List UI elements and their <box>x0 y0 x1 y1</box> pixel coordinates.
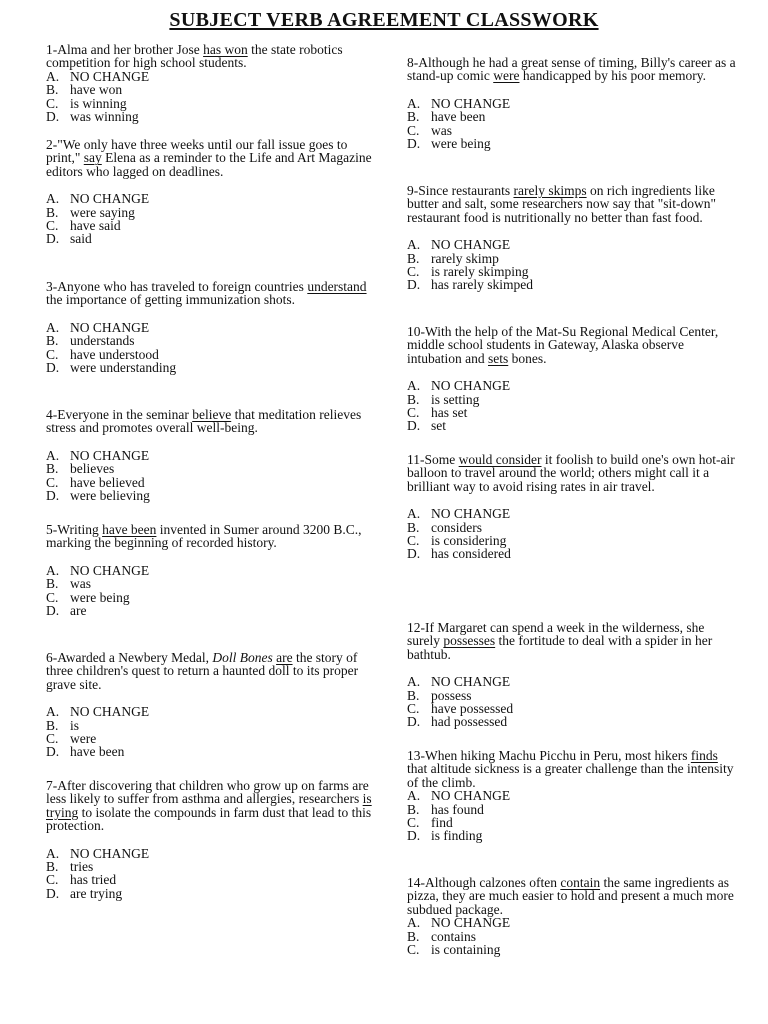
question-13 <box>407 749 737 843</box>
answer-options <box>46 449 376 503</box>
option-letter: D. <box>46 885 60 901</box>
option-text: NO CHANGE <box>431 788 511 804</box>
option-text: have believed <box>70 474 145 490</box>
question-stem: 12-If Margaret can spend a week in the wilderness, she surely possesses the fortitude to deal with a spider in her bathtub. <box>407 620 713 662</box>
question-11 <box>407 453 737 561</box>
answer-option[interactable] <box>407 702 737 715</box>
answer-option[interactable] <box>407 507 737 520</box>
option-text: is <box>70 717 80 733</box>
stem-text: Although calzones often <box>425 875 561 890</box>
question-stem: 8-Although he had a great sense of timing, Billy's career as a stand-up comic were handicapped by his poor memory. <box>407 55 736 84</box>
answer-option[interactable] <box>407 419 737 432</box>
answer-option[interactable] <box>407 803 737 816</box>
question-4 <box>46 408 376 502</box>
option-letter: B. <box>46 859 59 875</box>
option-text: believes <box>70 461 115 477</box>
option-text: NO CHANGE <box>70 68 150 84</box>
option-text: is setting <box>431 391 480 407</box>
option-letter: C. <box>407 405 420 421</box>
question-stem: 2-"We only have three weeks until our fall issue goes to print," say Elena as a reminder to the Life and Art Magazine editors who lagged on deadlines. <box>46 137 372 179</box>
answer-option[interactable] <box>46 462 376 475</box>
answer-option[interactable] <box>46 321 376 334</box>
option-letter: B. <box>46 333 59 349</box>
question-14 <box>407 876 737 956</box>
answer-option[interactable] <box>46 232 376 245</box>
stem-text: on rich ingredients like butter and salt, some researchers now say that "sit-down" restaurant food is nutritionally no better than fast food. <box>407 183 717 225</box>
stem-text: Writing <box>57 522 103 537</box>
answer-options <box>407 97 737 151</box>
answer-option[interactable] <box>46 887 376 900</box>
underlined-verb: has won <box>203 42 248 57</box>
option-text: NO CHANGE <box>431 506 511 522</box>
option-text: were being <box>431 136 491 152</box>
answer-options <box>407 238 737 292</box>
option-letter: D. <box>46 488 60 504</box>
stem-text: Elena as a reminder to the Life and Art Magazine editors who lagged on deadlines. <box>46 150 372 179</box>
option-text: set <box>431 418 446 434</box>
answer-option[interactable] <box>46 745 376 758</box>
option-letter: C. <box>46 474 59 490</box>
answer-option[interactable] <box>46 564 376 577</box>
stem-text: it foolish to build one's own hot-air balloon to travel around the world; others might call it a brilliant way to avoid rising rates in air travel. <box>407 452 735 494</box>
question-number: 10 <box>407 324 421 339</box>
option-text: was winning <box>70 109 139 125</box>
answer-option[interactable] <box>407 137 737 150</box>
question-stem: 11-Some would consider it foolish to build one's own hot-air balloon to travel around the world; others might call it a brilliant way to avoid rising rates in air travel. <box>407 452 735 494</box>
option-text: are trying <box>70 885 123 901</box>
stem-text: to isolate the compounds in farm dust that lead to this protection. <box>46 804 372 834</box>
answer-option[interactable] <box>46 719 376 732</box>
option-letter: D. <box>407 714 421 730</box>
question-stem: 13-When hiking Machu Picchu in Peru, most hikers finds that altitude sickness is a greater challenge than the intensity of the climb. <box>407 748 734 790</box>
underlined-verb: contain <box>560 875 601 890</box>
answer-option[interactable] <box>46 449 376 462</box>
question-number: 8 <box>407 55 414 70</box>
option-letter: D. <box>407 828 421 844</box>
option-letter: D. <box>46 744 60 760</box>
option-text: NO CHANGE <box>431 95 511 111</box>
question-stem: 3-Anyone who has traveled to foreign countries understand the importance of getting immunization shots. <box>46 279 367 308</box>
answer-option[interactable] <box>46 489 376 502</box>
option-letter: A. <box>46 562 60 578</box>
option-letter: C. <box>46 95 59 111</box>
stem-text: After discovering that children who grow up on farms are less likely to suffer from asthma and allergies, researchers <box>46 778 369 807</box>
question-6 <box>46 651 376 759</box>
option-text: NO CHANGE <box>431 674 511 690</box>
answer-options <box>407 675 737 729</box>
question-10 <box>407 325 737 433</box>
answer-option[interactable] <box>407 675 737 688</box>
stem-text: invented in Sumer around 3200 B.C., marking the beginning of recorded history. <box>46 522 362 551</box>
option-letter: B. <box>407 801 420 817</box>
underlined-verb: finds <box>690 748 718 763</box>
option-text: is considering <box>431 533 507 549</box>
option-text: NO CHANGE <box>70 447 150 463</box>
stem-text: Anyone who has traveled to foreign countries <box>57 279 308 294</box>
answer-options <box>407 379 737 433</box>
option-text: tries <box>70 859 94 875</box>
option-text: were <box>70 731 97 747</box>
answer-option[interactable] <box>407 816 737 829</box>
answer-option[interactable] <box>407 789 737 802</box>
option-letter: B. <box>46 576 59 592</box>
answer-options <box>407 789 737 843</box>
answer-option[interactable] <box>46 577 376 590</box>
answer-option[interactable] <box>46 860 376 873</box>
question-number: 11 <box>407 452 420 467</box>
question-number: 5 <box>46 522 53 537</box>
answer-option[interactable] <box>46 873 376 886</box>
question-stem: 14-Although calzones often contain the same ingredients as pizza, they are much easier to hold and present a much more subdued package. <box>407 875 734 917</box>
underlined-verb: would consider <box>458 452 542 467</box>
answer-option[interactable] <box>46 732 376 745</box>
stem-text: "We only have three weeks until our fall issue goes to print," <box>46 137 348 166</box>
answer-option[interactable] <box>407 238 737 251</box>
question-stem: 5-Writing have been invented in Sumer around 3200 B.C., marking the beginning of recorded history. <box>46 522 362 551</box>
option-letter: A. <box>407 674 421 690</box>
option-text: have said <box>70 218 121 234</box>
option-text: considers <box>431 519 482 535</box>
stem-text: handicapped by his poor memory. <box>519 68 707 84</box>
option-letter: B. <box>407 519 420 535</box>
answer-options <box>407 916 737 956</box>
underlined-verb: sets <box>488 350 509 366</box>
option-letter: B. <box>407 687 420 703</box>
option-text: find <box>431 815 453 831</box>
question-number: 13 <box>407 748 421 763</box>
question-number: 14 <box>407 875 421 890</box>
answer-options <box>46 847 376 901</box>
option-text: is containing <box>431 942 501 958</box>
stem-text: the importance of getting immunization shots. <box>46 292 295 308</box>
answer-option[interactable] <box>46 847 376 860</box>
option-text: said <box>70 231 92 247</box>
question-number: 12 <box>407 620 421 635</box>
answer-option[interactable] <box>407 943 737 956</box>
stem-text: Some <box>424 452 459 467</box>
answer-option[interactable] <box>407 97 737 110</box>
option-text: NO CHANGE <box>70 562 150 578</box>
option-letter: B. <box>407 250 420 266</box>
option-text: are <box>70 603 87 619</box>
option-text: were being <box>70 589 130 605</box>
answer-options <box>46 321 376 375</box>
stem-text: the story of three children's quest to return a haunted doll to its proper grave site. <box>46 650 359 692</box>
option-letter: D. <box>407 136 421 152</box>
answer-option[interactable] <box>46 361 376 374</box>
question-number: 2 <box>46 137 53 152</box>
answer-option[interactable] <box>46 348 376 361</box>
option-text: have understood <box>70 346 159 362</box>
option-letter: A. <box>407 378 421 394</box>
question-5 <box>46 523 376 617</box>
option-text: rarely skimp <box>431 250 499 266</box>
question-stem: 10-With the help of the Mat-Su Regional Medical Center, middle school students in Gateway, Alaska observe intubation and sets bones. <box>407 324 719 366</box>
answer-option[interactable] <box>46 591 376 604</box>
option-text: were believing <box>70 488 150 504</box>
option-letter: C. <box>407 122 420 138</box>
answer-option[interactable] <box>407 278 737 291</box>
underlined-verb: understand <box>307 279 367 294</box>
stem-text: When hiking Machu Picchu in Peru, most hikers <box>425 748 691 763</box>
option-letter: C. <box>407 942 420 958</box>
answer-option[interactable] <box>407 547 737 560</box>
option-text: have been <box>431 109 486 125</box>
question-stem: 4-Everyone in the seminar believe that meditation relieves stress and promotes overall well-being. <box>46 407 362 436</box>
option-letter: B. <box>46 717 59 733</box>
option-text: has found <box>431 801 484 817</box>
answer-option[interactable] <box>407 930 737 943</box>
stem-text: Everyone in the seminar <box>57 407 193 422</box>
underlined-verb: believe <box>192 407 232 422</box>
answer-option[interactable] <box>46 192 376 205</box>
answer-option[interactable] <box>407 110 737 123</box>
option-letter: A. <box>46 447 60 463</box>
question-number: 1 <box>46 42 53 57</box>
answer-option[interactable] <box>46 83 376 96</box>
option-letter: D. <box>46 603 60 619</box>
option-letter: C. <box>407 815 420 831</box>
underlined-verb: is trying <box>46 791 372 820</box>
underlined-verb: rarely skimps <box>513 183 587 198</box>
answer-option[interactable] <box>407 521 737 534</box>
option-text: NO CHANGE <box>431 915 511 931</box>
option-letter: D. <box>46 109 60 125</box>
option-text: contains <box>431 928 476 944</box>
stem-text: the same ingredients as pizza, they are much easier to hold and present a much more subdued package. <box>407 875 734 917</box>
question-stem: 9-Since restaurants rarely skimps on rich ingredients like butter and salt, some researchers now say that "sit-down" restaurant food is nutritionally no better than fast food. <box>407 183 717 225</box>
question-stem: 6-Awarded a Newbery Medal, Doll Bones are the story of three children's quest to return a haunted doll to its proper grave site. <box>46 650 359 692</box>
option-text: were saying <box>70 204 135 220</box>
stem-text: that meditation relieves stress and promotes overall well-being. <box>46 407 362 436</box>
question-1 <box>46 43 376 123</box>
question-3 <box>46 280 376 374</box>
stem-text: the state robotics competition for high school students. <box>46 42 343 71</box>
option-letter: A. <box>407 506 421 522</box>
option-text: was <box>431 122 452 138</box>
option-text: have possessed <box>431 701 514 717</box>
option-letter: A. <box>46 845 60 861</box>
option-text: have won <box>70 82 123 98</box>
option-letter: C. <box>46 218 59 234</box>
answer-options <box>46 705 376 759</box>
option-text: NO CHANGE <box>70 845 150 861</box>
answer-option[interactable] <box>407 916 737 929</box>
option-letter: C. <box>46 872 59 888</box>
option-letter: A. <box>407 788 421 804</box>
answer-option[interactable] <box>407 252 737 265</box>
option-letter: A. <box>46 68 60 84</box>
option-text: have been <box>70 744 125 760</box>
answer-option[interactable] <box>46 206 376 219</box>
underlined-verb: were <box>493 68 520 84</box>
answer-option[interactable] <box>407 265 737 278</box>
answer-option[interactable] <box>407 689 737 702</box>
question-9 <box>407 184 737 292</box>
answer-option[interactable] <box>407 829 737 842</box>
option-letter: A. <box>407 915 421 931</box>
italic-title: Doll Bones <box>212 650 273 665</box>
option-letter: C. <box>407 533 420 549</box>
stem-text: Since restaurants <box>418 183 514 198</box>
page-title: SUBJECT VERB AGREEMENT CLASSWORK <box>169 9 599 31</box>
answer-options <box>46 70 376 124</box>
option-text: NO CHANGE <box>70 704 150 720</box>
option-letter: C. <box>407 701 420 717</box>
underlined-verb: say <box>83 150 102 166</box>
answer-option[interactable] <box>407 379 737 392</box>
option-text: had possessed <box>431 714 508 730</box>
question-stem: 1-Alma and her brother Jose has won the state robotics competition for high school students. <box>46 42 343 71</box>
question-7 <box>46 779 376 900</box>
answer-options <box>46 564 376 618</box>
option-letter: A. <box>46 319 60 335</box>
question-number: 3 <box>46 279 53 294</box>
question-number: 7 <box>46 778 53 793</box>
option-text: NO CHANGE <box>70 191 150 207</box>
option-letter: A. <box>407 95 421 111</box>
option-letter: B. <box>46 82 59 98</box>
answer-option[interactable] <box>407 406 737 419</box>
option-text: understands <box>70 333 135 349</box>
answer-options <box>46 192 376 246</box>
answer-option[interactable] <box>46 110 376 123</box>
answer-option[interactable] <box>407 534 737 547</box>
option-letter: B. <box>46 461 59 477</box>
stem-text: that altitude sickness is a greater challenge than the intensity of the climb. <box>407 761 734 790</box>
question-number: 6 <box>46 650 53 665</box>
option-text: possess <box>431 687 472 703</box>
option-letter: D. <box>407 277 421 293</box>
answer-option[interactable] <box>46 476 376 489</box>
answer-option[interactable] <box>46 70 376 83</box>
option-letter: C. <box>46 589 59 605</box>
option-text: has considered <box>431 546 511 562</box>
option-text: has set <box>431 405 468 421</box>
answer-option[interactable] <box>46 334 376 347</box>
option-letter: B. <box>46 204 59 220</box>
option-letter: A. <box>407 237 421 253</box>
stem-text: If Margaret can spend a week in the wilderness, she surely <box>407 620 705 649</box>
option-text: is winning <box>70 95 127 111</box>
question-number: 9 <box>407 183 414 198</box>
option-letter: A. <box>46 191 60 207</box>
answer-option[interactable] <box>46 705 376 718</box>
option-text: were understanding <box>70 360 177 376</box>
answer-option[interactable] <box>407 715 737 728</box>
stem-text: Alma and her brother Jose <box>57 42 204 57</box>
option-letter: B. <box>407 928 420 944</box>
question-stem: 7-After discovering that children who grow up on farms are less likely to suffer from asthma and allergies, researchers is trying to isolate the compounds in farm dust that lead to this protection. <box>46 778 372 834</box>
option-letter: D. <box>407 418 421 434</box>
answer-option[interactable] <box>407 393 737 406</box>
question-2 <box>46 138 376 246</box>
answer-option[interactable] <box>46 97 376 110</box>
option-text: NO CHANGE <box>431 378 511 394</box>
underlined-verb: possesses <box>443 633 496 649</box>
option-letter: D. <box>407 546 421 562</box>
option-letter: D. <box>46 360 60 376</box>
question-8 <box>407 56 737 150</box>
stem-text: With the help of the Mat-Su Regional Medical Center, middle school students in Gateway, Alaska observe intubation and <box>407 324 719 366</box>
stem-text: bones. <box>508 350 547 366</box>
underlined-verb: have been <box>102 522 157 537</box>
answer-option[interactable] <box>407 124 737 137</box>
answer-options <box>407 507 737 561</box>
question-number: 4 <box>46 407 53 422</box>
underlined-verb: are <box>276 650 293 665</box>
answer-option[interactable] <box>46 219 376 232</box>
option-letter: D. <box>46 231 60 247</box>
option-letter: A. <box>46 704 60 720</box>
option-letter: C. <box>407 264 420 280</box>
option-text: is rarely skimping <box>431 264 529 280</box>
option-text: has tried <box>70 872 117 888</box>
option-letter: C. <box>46 346 59 362</box>
option-text: has rarely skimped <box>431 277 533 293</box>
question-12 <box>407 621 737 729</box>
option-letter: B. <box>407 391 420 407</box>
option-text: NO CHANGE <box>431 237 511 253</box>
answer-option[interactable] <box>46 604 376 617</box>
option-text: is finding <box>431 828 483 844</box>
option-letter: B. <box>407 109 420 125</box>
option-letter: C. <box>46 731 59 747</box>
option-text: was <box>70 576 91 592</box>
stem-text: the fortitude to deal with a spider in her bathtub. <box>407 633 713 662</box>
stem-text: Awarded a Newbery Medal, <box>57 650 213 665</box>
option-text: NO CHANGE <box>70 319 150 335</box>
stem-text: Although he had a great sense of timing, Billy's career as a stand-up comic <box>407 55 736 84</box>
